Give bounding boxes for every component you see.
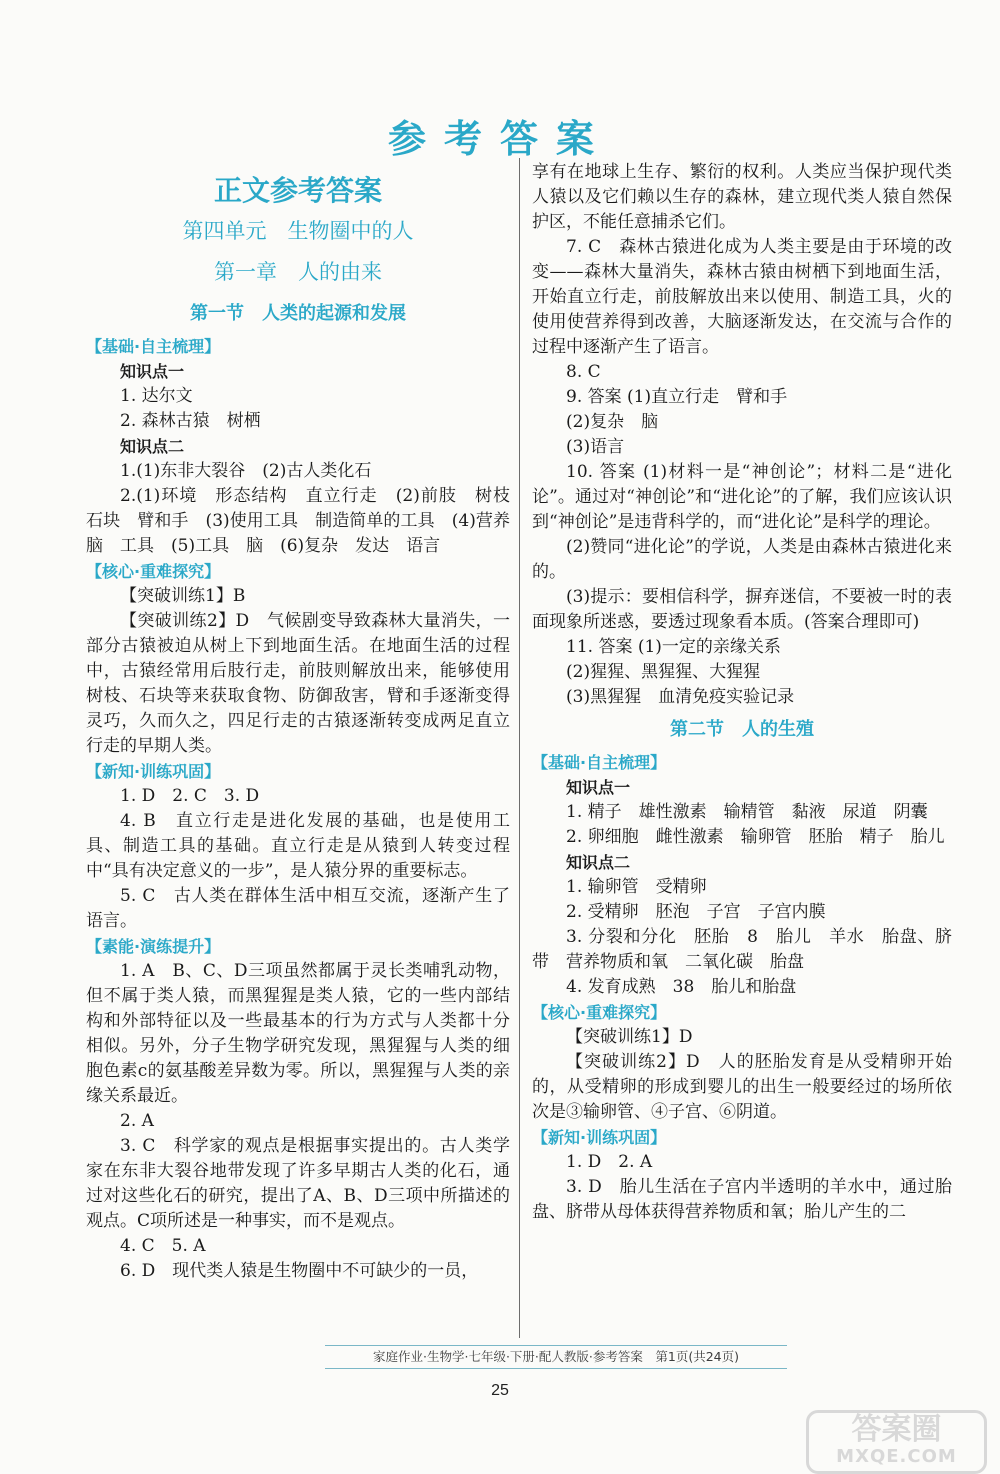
answer-line: 11. 答案 (1)一定的亲缘关系 <box>566 637 781 657</box>
main-title: 正文参考答案 <box>213 174 382 207</box>
page-banner-title: 参考答案 <box>387 117 612 161</box>
answer-line: 【突破训练1】D <box>566 1027 693 1047</box>
page-number: 25 <box>491 1382 509 1399</box>
answer-line: 2. 受精卵 胚泡 子宫 子宫内膜 <box>566 902 826 922</box>
answer-line: 1. D 2. C 3. D <box>120 786 260 806</box>
answer-line: 1. 输卵管 受精卵 <box>566 877 707 897</box>
answer-line: 2. 卵细胞 雌性激素 输卵管 胚胎 精子 胎儿 <box>566 827 945 847</box>
answer-line: 2.(1)环境 形态结构 直立行走 (2)前肢 树枝 石块 臂和手 (3)使用工具 制造简单的工具 (4)营养 脑 工具 (5)工具 脑 (6)复杂 发达 语言 <box>86 486 527 556</box>
tag-basic: 【基础·自主梳理】 <box>86 337 221 356</box>
answer-line: 9. 答案 (1)直立行走 臂和手 <box>566 387 788 407</box>
answer-line: 1. 精子 雄性激素 输精管 黏液 尿道 阴囊 <box>566 802 928 822</box>
answer-line: 4. C 5. A <box>120 1236 206 1256</box>
answer-line: 1. D 2. A <box>566 1152 653 1172</box>
section-title: 第一节 人类的起源和发展 <box>190 303 406 324</box>
answer-line: 2. A <box>120 1111 154 1131</box>
answer-line: 3. D 胎儿生活在子宫内半透明的羊水中，通过胎盘、脐带从母体获得营养物质和氧；胎儿产生的二 <box>532 1177 952 1222</box>
answer-line: 8. C <box>566 362 601 382</box>
answer-line: 【突破训练2】D 人的胚胎发育是从受精卵开始的，从受精卵的形成到婴儿的出生一般要经过的场所依次是③输卵管、④子宫、⑥阴道。 <box>532 1052 952 1122</box>
answer-line: (3)提示：要相信科学，摒弃迷信，不要被一时的表面现象所迷惑，要透过现象看本质。(答案合理即可) <box>532 587 952 632</box>
answer-line: (3)语言 <box>566 437 625 457</box>
right-column <box>532 160 952 1225</box>
answer-line: (2)复杂 脑 <box>566 412 659 432</box>
answer-line: 4. B 直立行走是进化发展的基础，也是使用工具、制造工具的基础。直立行走是从猿到人转变过程中“具有决定意义的一步”，是人猿分界的重要标志。 <box>86 811 510 881</box>
answer-line: (2)猩猩、黑猩猩、大猩猩 <box>566 662 761 682</box>
unit-title: 第四单元 生物圈中的人 <box>182 219 414 243</box>
answer-line: 5. C 古人类在群体生活中相互交流，逐渐产生了语言。 <box>86 886 510 931</box>
tag-skill: 【素能·演练提升】 <box>86 937 221 956</box>
answer-line: 3. C 科学家的观点是根据事实提出的。古人类学家在东非大裂谷地带发现了许多早期古人类的化石，通过对这些化石的研究，提出了A、B、D三项中所描述的观点。C项所述是一种事实，而不是观点。 <box>86 1136 510 1231</box>
answer-line: (2)赞同“进化论”的学说，人类是由森林古猿进化来的。 <box>532 537 952 582</box>
answer-line: 10. 答案 (1)材料一是“神创论”；材料二是“进化论”。通过对“神创论”和“进化论”的了解，我们应该认识到“神创论”是违背科学的，而“进化论”是科学的理论。 <box>532 462 952 532</box>
knowledge-point-2: 知识点二 <box>120 437 185 456</box>
answer-line: 【突破训练1】B <box>120 586 246 606</box>
section-2-title: 第二节 人的生殖 <box>670 719 814 740</box>
tag-basic: 【基础·自主梳理】 <box>532 753 667 772</box>
tag-core: 【核心·重难探究】 <box>532 1003 667 1022</box>
answer-line: 7. C 森林古猿进化成为人类主要是由于环境的改变——森林大量消失，森林古猿由树栖下到地面生活，开始直立行走，前肢解放出来以使用、制造工具，火的使用使营养得到改善，大脑逐渐发达，在交流与合作的过程中逐渐产生了语言。 <box>532 237 952 357</box>
answer-line: (3)黑猩猩 血清免疫实验记录 <box>566 687 795 707</box>
watermark-url: MXQE.COM <box>836 1446 957 1467</box>
answer-line: 【突破训练2】D 气候剧变导致森林大量消失，一部分古猿被迫从树上下到地面生活。在地面生活的过程中，古猿经常用后肢行走，前肢则解放出来，能够使用树枝、石块等来获取食物、防御敌害，臂和手逐渐变得灵巧，久而久之，四足行走的古猿逐渐转变成两足直立行走的早期人类。 <box>86 611 510 756</box>
chapter-title: 第一章 人的由来 <box>214 260 382 284</box>
answer-line: 4. 发育成熟 38 胎儿和胎盘 <box>566 977 797 997</box>
answer-line: 1. A B、C、D三项虽然都属于灵长类哺乳动物，但不属于类人猿，而黑猩猩是类人猿，它的一些内部结构和外部特征以及一些最基本的行为方式与人类都十分相似。另外，分子生物学研究发现，黑猩猩与人类的细胞色素c的氨基酸差异数为零。所以，黑猩猩与人类的亲缘关系最近。 <box>86 961 510 1106</box>
page-footer: 家庭作业·生物学·七年级·下册·配人教版·参考答案 第1页(共24页) <box>325 1345 787 1369</box>
answer-line: 1. 达尔文 <box>120 386 193 406</box>
tag-core: 【核心·重难探究】 <box>86 562 221 581</box>
knowledge-point-2: 知识点二 <box>566 853 631 872</box>
answer-line: 2. 森林古猿 树栖 <box>120 411 261 431</box>
tag-new: 【新知·训练巩固】 <box>86 762 221 781</box>
answer-line: 享有在地球上生存、繁衍的权利。人类应当保护现代类人猿以及它们赖以生存的森林，建立现代类人猿自然保护区，不能任意捕杀它们。 <box>532 162 952 232</box>
knowledge-point-1: 知识点一 <box>120 362 185 381</box>
watermark-main: 答案圈 <box>851 1412 942 1447</box>
watermark-logo <box>806 1410 987 1474</box>
answer-line: 6. D 现代类人猿是生物圈中不可缺少的一员， <box>120 1261 479 1281</box>
column-divider <box>519 158 520 1338</box>
answer-line: 1.(1)东非大裂谷 (2)古人类化石 <box>120 461 372 481</box>
left-column <box>86 160 527 1284</box>
knowledge-point-1: 知识点一 <box>566 778 631 797</box>
tag-new: 【新知·训练巩固】 <box>532 1128 667 1147</box>
answer-line: 3. 分裂和分化 胚胎 8 胎儿 羊水 胎盘、脐带 营养物质和氧 二氧化碳 胎盘 <box>532 927 952 972</box>
